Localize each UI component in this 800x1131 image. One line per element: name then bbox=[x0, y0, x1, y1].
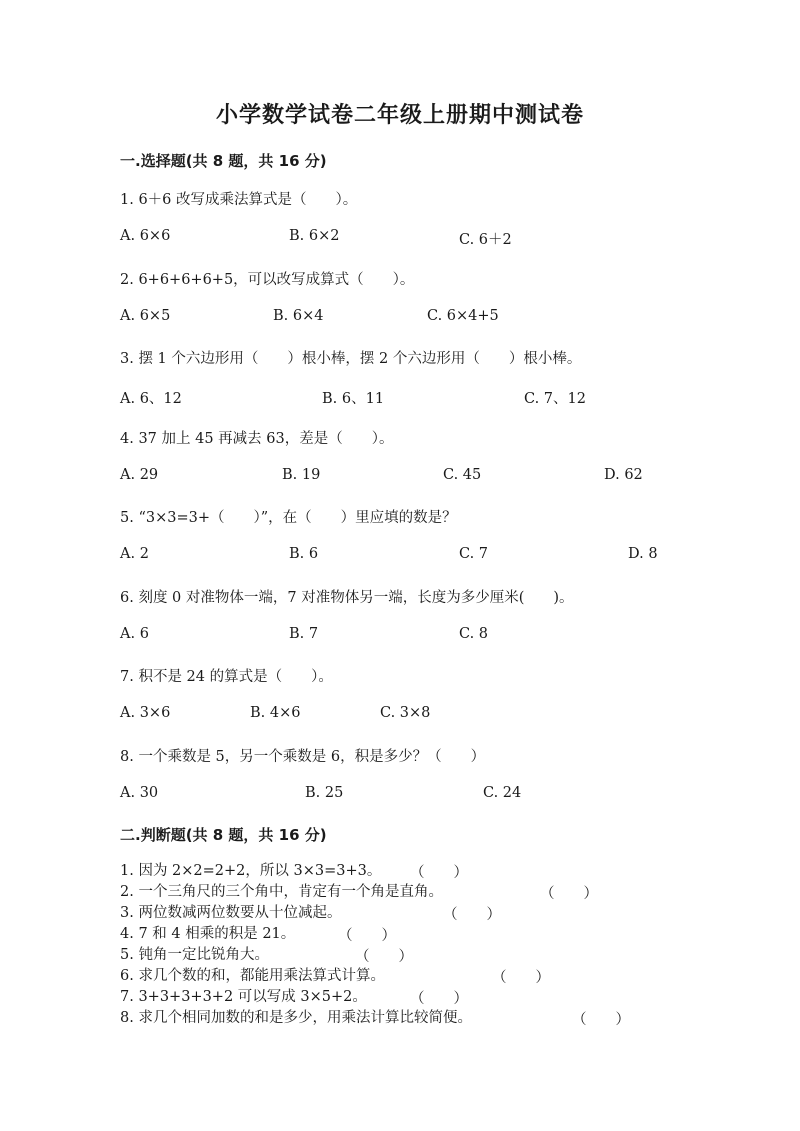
judgement-answer-blank-3: （ ） bbox=[443, 907, 501, 923]
judgement-answer-blank-7: （ ） bbox=[410, 991, 468, 1007]
question-6-option-c: C. 8 bbox=[459, 626, 489, 642]
question-1-option-a: A. 6×6 bbox=[120, 228, 171, 244]
question-8-option-b: B. 25 bbox=[305, 785, 344, 801]
question-4-option-c: C. 45 bbox=[443, 467, 482, 483]
question-7-option-c: C. 3×8 bbox=[380, 705, 431, 721]
question-5-option-b: B. 6 bbox=[289, 546, 319, 562]
question-7-option-a: A. 3×6 bbox=[120, 705, 171, 721]
judgement-item-1: 1. 因为 2×2=2+2，所以 3×3=3+3。 bbox=[120, 863, 382, 879]
question-1-option-b: B. 6×2 bbox=[289, 228, 340, 244]
question-3-option-b: B. 6、11 bbox=[322, 391, 385, 407]
question-5: 5. “3×3=3+（ ）”，在（ ）里应填的数是？ bbox=[120, 510, 457, 526]
judgement-answer-blank-5: （ ） bbox=[355, 949, 413, 965]
judgement-item-2: 2. 一个三角尺的三个角中，肯定有一个角是直角。 bbox=[120, 884, 443, 900]
question-2-option-a: A. 6×5 bbox=[120, 308, 171, 324]
question-4-option-b: B. 19 bbox=[282, 467, 321, 483]
question-4-option-a: A. 29 bbox=[120, 467, 159, 483]
question-5-option-d: D. 8 bbox=[628, 546, 658, 562]
question-7: 7. 积不是 24 的算式是（ ）。 bbox=[120, 669, 333, 685]
question-7-option-b: B. 4×6 bbox=[250, 705, 301, 721]
question-2-option-b: B. 6×4 bbox=[273, 308, 324, 324]
question-8-option-a: A. 30 bbox=[120, 785, 159, 801]
page-title: 小学数学试卷二年级上册期中测试卷 bbox=[215, 102, 584, 128]
judgement-item-5: 5. 钝角一定比锐角大。 bbox=[120, 947, 269, 963]
section-heading-judgement: 二.判断题(共 8 题，共 16 分) bbox=[120, 826, 327, 844]
judgement-answer-blank-1: （ ） bbox=[410, 865, 468, 881]
question-1-option-c: C. 6＋2 bbox=[459, 232, 512, 248]
judgement-item-3: 3. 两位数减两位数要从十位减起。 bbox=[120, 905, 342, 921]
question-3-option-a: A. 6、12 bbox=[120, 391, 182, 407]
judgement-item-8: 8. 求几个相同加数的和是多少，用乘法计算比较简便。 bbox=[120, 1010, 472, 1026]
question-4-option-d: D. 62 bbox=[604, 467, 643, 483]
question-6-option-b: B. 7 bbox=[289, 626, 319, 642]
question-8: 8. 一个乘数是 5，另一个乘数是 6，积是多少？（ ） bbox=[120, 749, 486, 765]
question-3-option-c: C. 7、12 bbox=[524, 391, 586, 407]
question-4: 4. 37 加上 45 再减去 63，差是（ ）。 bbox=[120, 431, 394, 447]
judgement-item-6: 6. 求几个数的和，都能用乘法算式计算。 bbox=[120, 968, 385, 984]
question-5-option-a: A. 2 bbox=[120, 546, 149, 562]
judgement-item-7: 7. 3+3+3+3+2 可以写成 3×5+2。 bbox=[120, 989, 367, 1005]
question-3: 3. 摆 1 个六边形用（ ）根小棒，摆 2 个六边形用（ ）根小棒。 bbox=[120, 351, 582, 367]
question-2-option-c: C. 6×4+5 bbox=[427, 308, 499, 324]
question-1: 1. 6＋6 改写成乘法算式是（ ）。 bbox=[120, 192, 358, 208]
question-6: 6. 刻度 0 对准物体一端，7 对准物体另一端，长度为多少厘米( )。 bbox=[120, 590, 574, 606]
judgement-answer-blank-6: （ ） bbox=[492, 970, 550, 986]
judgement-answer-blank-4: （ ） bbox=[338, 928, 396, 944]
question-6-option-a: A. 6 bbox=[120, 626, 149, 642]
question-5-option-c: C. 7 bbox=[459, 546, 489, 562]
judgement-item-4: 4. 7 和 4 相乘的积是 21。 bbox=[120, 926, 296, 942]
question-8-option-c: C. 24 bbox=[483, 785, 522, 801]
section-heading-choice: 一.选择题(共 8 题，共 16 分) bbox=[120, 152, 327, 170]
judgement-answer-blank-2: （ ） bbox=[540, 886, 598, 902]
judgement-answer-blank-8: （ ） bbox=[572, 1012, 630, 1028]
question-2: 2. 6+6+6+6+5，可以改写成算式（ ）。 bbox=[120, 272, 415, 288]
